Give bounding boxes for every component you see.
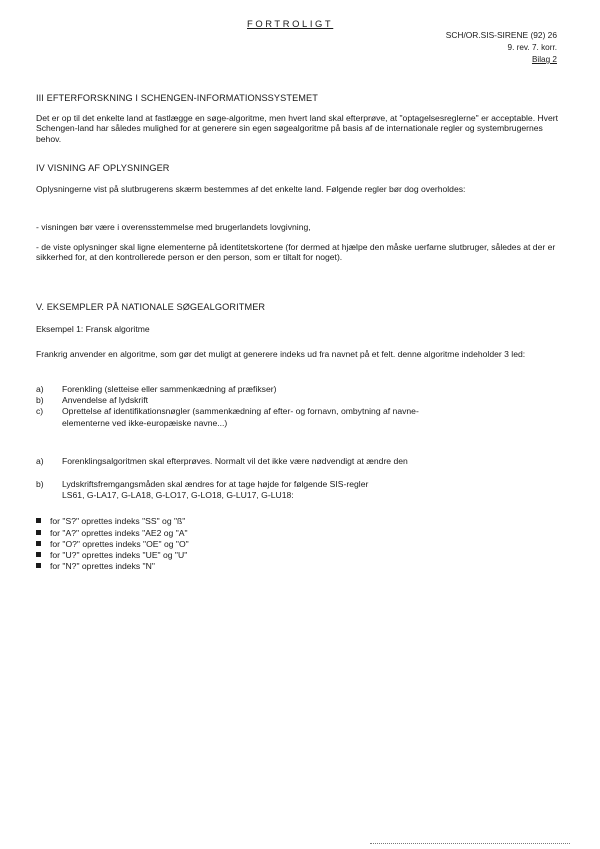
list-item-label: a) [36,384,44,394]
section-3-title: III EFTERFORSKNING I SCHENGEN-INFORMATIONSSYSTEMET [36,93,319,103]
annex-label: Bilag 2 [531,55,557,64]
document-reference: SCH/OR.SIS-SIRENE (92) 26 [445,30,557,40]
bullet-text: for "S?" oprettes indeks "SS" og "ß" [50,516,186,526]
list-item-label: b) [36,395,44,405]
list-item-text: Forenkling (sletteise eller sammenkædning af præfikser) [62,384,277,394]
example-heading: Eksempel 1: Fransk algoritme [36,324,150,334]
list-item-text: elementerne ved ikke-europæiske navne...) [62,418,228,428]
section-5-title: V. EKSEMPLER PÅ NATIONALE SØGEALGORITMER [36,302,266,312]
bullet-item [36,550,187,560]
note-text: Forenklingsalgoritmen skal efterprøves. Normalt vil det ikke være nødvendigt at ændre den [62,456,408,466]
bullet-text: for "U?" oprettes indeks "UE" og "U" [50,550,188,560]
bullet-item [36,561,155,571]
note-text: Lydskriftsfremgangsmåden skal ændres for at tage højde for følgende SIS-regler [62,479,369,489]
bullet-text: for "N?" oprettes indeks "N" [50,561,155,571]
sis-rule-list: LS61, G-LA17, G-LA18, G-LO17, G-LO18, G-LU17, G-LU18: [62,490,294,500]
square-bullet-icon [36,552,41,557]
section-4-intro: Oplysningerne vist på slutbrugerens skærm bestemmes af det enkelte land. Følgende regler bør dog overholdes: [36,184,466,194]
square-bullet-icon [36,518,41,523]
bullet-text: for "A?" oprettes indeks "AE2 og "A" [50,528,188,538]
note-label: a) [36,456,44,466]
square-bullet-icon [36,563,41,568]
bullet-item [36,528,188,538]
section-4-title: IV VISNING AF OPLYSNINGER [36,163,170,173]
square-bullet-icon [36,541,41,546]
scan-artifact-line [370,843,570,845]
square-bullet-icon [36,530,41,535]
section-3-body: Det er op til det enkelte land at fastlægge en søge-algoritme, men hvert land skal efterprøve, at "optagelsesreglerne" er acceptable. Hvert Schengen-land har således mulighed for at generere sin egen søgealgoritme på basis af de internationale regler og systembrugernes behov. [36,113,558,144]
section-4-rule-2: - de viste oplysninger skal ligne elementerne på identitetskortene (for dermed at hjælpe den måske uerfarne slutbruger, således at der er sikkerhed for, at den kontrollerede person er den person, som er tiltalt for noget). [36,242,556,263]
note-label: b) [36,479,44,489]
list-item-text: Anvendelse af lydskrift [62,395,148,405]
list-item-label: c) [36,406,44,416]
bullet-text: for "O?" oprettes indeks "OE" og "O" [50,539,189,549]
bullet-item [36,516,185,526]
bullet-item [36,539,189,549]
revision-note: 9. rev. 7. korr. [507,43,557,52]
section-5-intro: Frankrig anvender en algoritme, som gør det muligt at generere indeks ud fra navnet på et felt. denne algoritme indeholder 3 led: [36,349,526,359]
list-item-text: Oprettelse af identifikationsnøgler (sammenkædning af efter- og fornavn, ombytning af navne- [62,406,419,416]
confidential-stamp: FORTROLIGT [247,18,334,29]
section-4-rule-1: - visningen bør være i overensstemmelse med brugerlandets lovgivning, [36,222,311,232]
